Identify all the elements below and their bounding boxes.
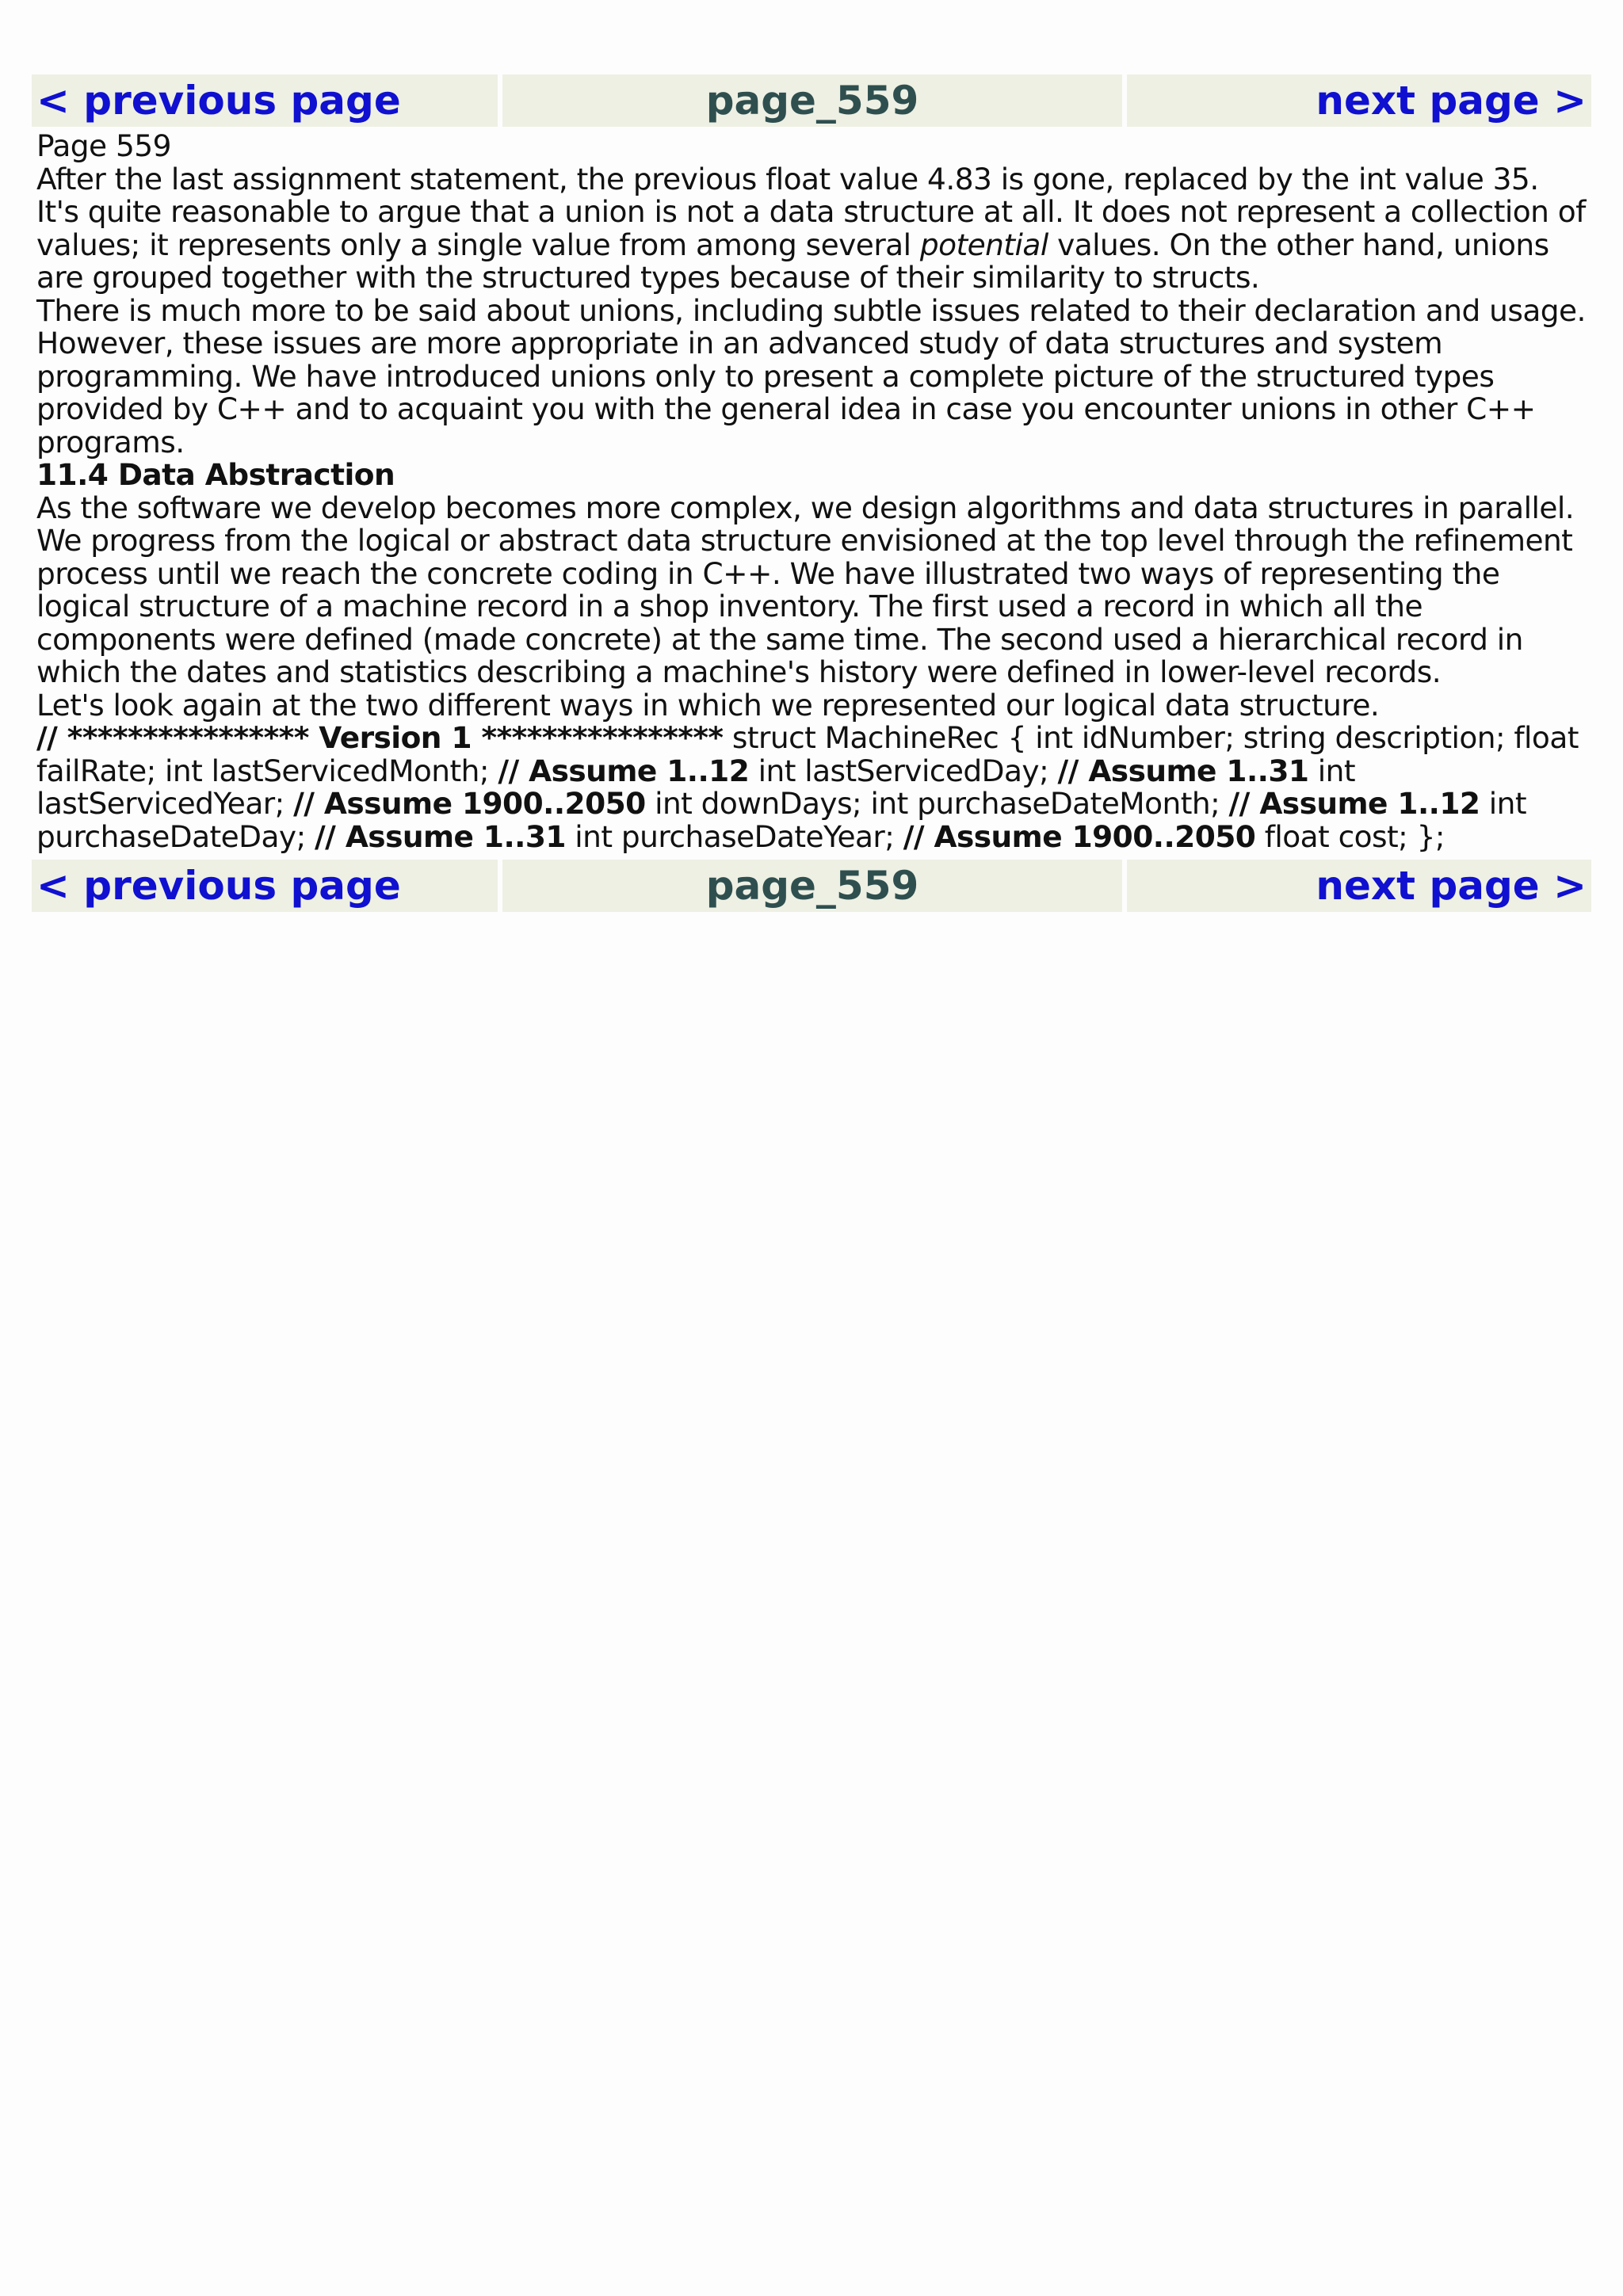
code-text: int purchaseDateDay; [36, 786, 1527, 854]
paragraph-look-again: Let's look again at the two different ways in which we represented our logical data structure. [36, 687, 1380, 723]
code-text: int purchaseDateYear; [565, 818, 903, 854]
next-page-link[interactable]: next page > [1127, 74, 1591, 127]
page-content [32, 127, 1591, 853]
previous-page-link[interactable]: < previous page [32, 860, 498, 912]
code-comment: // Assume 1..31 [1057, 753, 1309, 788]
code-comment: // Assume 1..12 [1228, 786, 1480, 821]
code-comment: // Assume 1900..2050 [293, 786, 646, 821]
bottom-navigation-bar [32, 860, 1591, 912]
code-text: float cost; }; [1255, 818, 1445, 854]
page-indicator: page_559 [502, 74, 1122, 127]
code-text: int downDays; int purchaseDateMonth; [645, 786, 1229, 821]
page-number-label: Page 559 [36, 128, 171, 163]
paragraph-text: After the last assignment statement, the previous float value 4.83 is gone, replaced by the int value 35. It's quite reasonable to argue that a union is not a data structure at all. It does not represent a collection of values; it represents only a single value from among several [36, 161, 1586, 262]
code-comment: // Assume 1..12 [498, 753, 750, 788]
paragraph-text: values. On the other hand, unions are grouped together with the structured types because of their similarity to structs. [36, 227, 1549, 295]
previous-page-link[interactable]: < previous page [32, 74, 498, 127]
code-comment: // **************** Version 1 **************** [36, 720, 724, 755]
page-indicator: page_559 [502, 860, 1122, 912]
paragraph-data-abstraction: As the software we develop becomes more complex, we design algorithms and data structures in parallel. We progress from the logical or abstract data structure envisioned at the top level through the refinement process until we reach the concrete coding in C++. We have illustrated two ways of representing the logical structure of a machine record in a shop inventory. The first used a record in which all the components were defined (made concrete) at the same time. The second used a hierarchical record in which the dates and statistics describing a machine's history were defined in lower-level records. [36, 490, 1575, 689]
paragraph-unions-more: There is much more to be said about unions, including subtle issues related to their declaration and usage. However, these issues are more appropriate in an advanced study of data structures and system programming. We have introduced unions only to present a complete picture of the structured types provided by C++ and to acquaint you with the general idea in case you encounter unions in other C++ programs. [36, 292, 1586, 460]
code-text: struct MachineRec { int idNumber; string description; float failRate; int lastServicedMonth; [36, 720, 1579, 788]
code-comment: // Assume 1900..2050 [903, 818, 1256, 854]
code-text: int lastServicedYear; [36, 753, 1356, 821]
code-listing-version-1 [36, 722, 1587, 853]
emphasized-text: potential [919, 227, 1048, 262]
code-text: int lastServicedDay; [749, 753, 1058, 788]
section-heading: 11.4 Data Abstraction [36, 457, 395, 492]
top-navigation-bar [32, 74, 1591, 127]
code-comment: // Assume 1..31 [315, 818, 566, 854]
page-container [32, 74, 1591, 912]
paragraph-unions-reasoning [36, 163, 1587, 295]
next-page-link[interactable]: next page > [1127, 860, 1591, 912]
